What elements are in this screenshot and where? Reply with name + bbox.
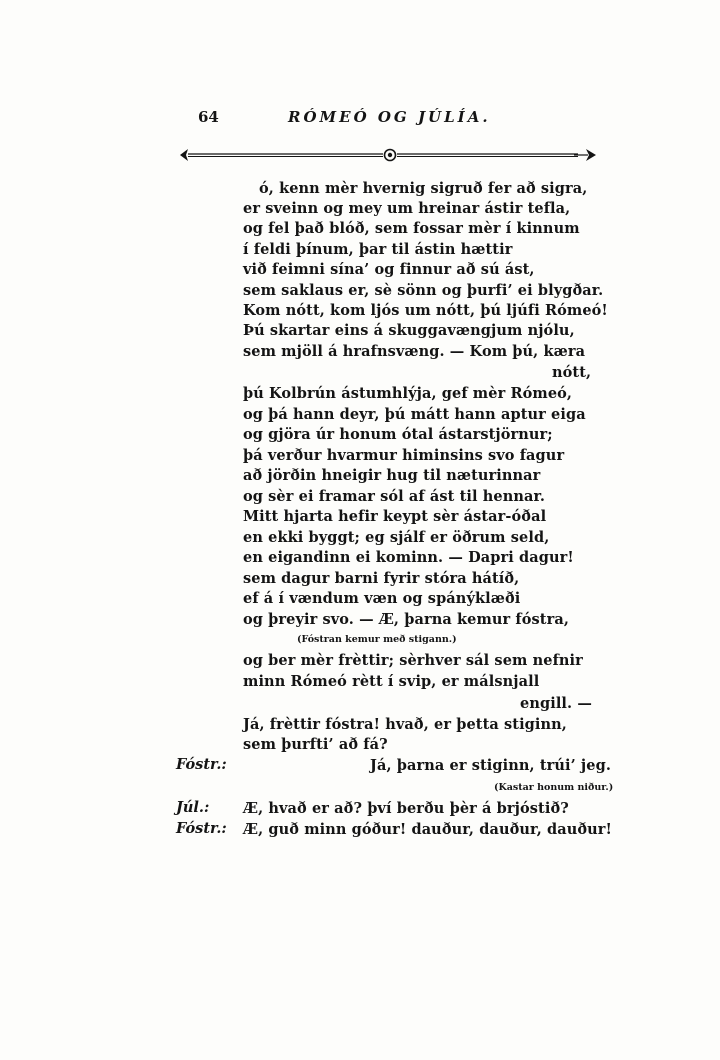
speaker-label: Fóstr.:	[176, 756, 227, 773]
stage-direction: (Fóstran kemur með stigann.)	[297, 634, 457, 645]
verse-line: sem saklaus er, sè sönn og þurfi’ ei blygðar.	[243, 282, 604, 299]
verse-line-continuation: nótt,	[552, 364, 592, 381]
verse-line: minn Rómeó rètt í svip, er málsnjall	[243, 673, 540, 690]
stage-direction: (Kastar honum niður.)	[494, 782, 614, 793]
verse-line: Já, þarna er stiginn, trúi’ jeg.	[370, 757, 611, 774]
page-number: 64	[198, 108, 219, 126]
verse-line: og þá hann deyr, þú mátt hann aptur eiga	[243, 406, 586, 423]
verse-line: þá verður hvarmur himinsins svo fagur	[243, 447, 565, 464]
verse-line: ó, kenn mèr hvernig sigruð fer að sigra,	[259, 180, 588, 197]
verse-line: og gjöra úr honum ótal ástarstjörnur;	[243, 426, 553, 443]
verse-line: en ekki byggt; eg sjálf er öðrum seld,	[243, 529, 550, 546]
verse-line-continuation: engill. —	[520, 695, 592, 712]
verse-line: Þú skartar eins á skuggavængjum njólu,	[243, 322, 575, 339]
verse-line: ef á í vændum væn og spánýklæði	[243, 590, 521, 607]
verse-line: sem mjöll á hrafnsvæng. — Kom þú, kæra	[243, 343, 586, 360]
running-head: RÓMEÓ OG JÚLÍA.	[288, 108, 491, 126]
verse-line: sem dagur barni fyrir stóra hátíð,	[243, 570, 520, 587]
ornament-rule	[178, 146, 598, 164]
verse-line: Mitt hjarta hefir keypt sèr ástar-óðal	[243, 508, 547, 525]
verse-line: Já, frèttir fóstra! hvað, er þetta stiginn,	[243, 716, 567, 733]
speaker-label: Fóstr.:	[176, 820, 227, 837]
verse-line: og sèr ei framar sól af ást til hennar.	[243, 488, 546, 505]
verse-line: Æ, guð minn góður! dauður, dauður, dauður!	[243, 821, 612, 838]
speaker-label: Júl.:	[176, 799, 210, 816]
verse-line: að jörðin hneigir hug til næturinnar	[243, 467, 541, 484]
verse-line: og þreyir svo. — Æ, þarna kemur fóstra,	[243, 611, 569, 628]
verse-line: þú Kolbrún ástumhlýja, gef mèr Rómeó,	[243, 385, 573, 402]
verse-line: og fel það blóð, sem fossar mèr í kinnum	[243, 220, 580, 237]
verse-line: er sveinn og mey um hreinar ástir tefla,	[243, 200, 571, 217]
verse-line: Æ, hvað er að? því berðu þèr á brjóstið?	[243, 800, 569, 817]
verse-line: í feldi þínum, þar til ástin hættir	[243, 241, 513, 258]
verse-line: Kom nótt, kom ljós um nótt, þú ljúfi Rómeó!	[243, 302, 608, 319]
verse-line: við feimni sína’ og finnur að sú ást,	[243, 261, 535, 278]
ornament-left-arrow	[180, 149, 188, 161]
verse-line: en eigandinn ei kominn. — Dapri dagur!	[243, 549, 574, 566]
verse-line: sem þurfti’ að fá?	[243, 736, 388, 753]
verse-line: og ber mèr frèttir; sèrhver sál sem nefnir	[243, 652, 583, 669]
